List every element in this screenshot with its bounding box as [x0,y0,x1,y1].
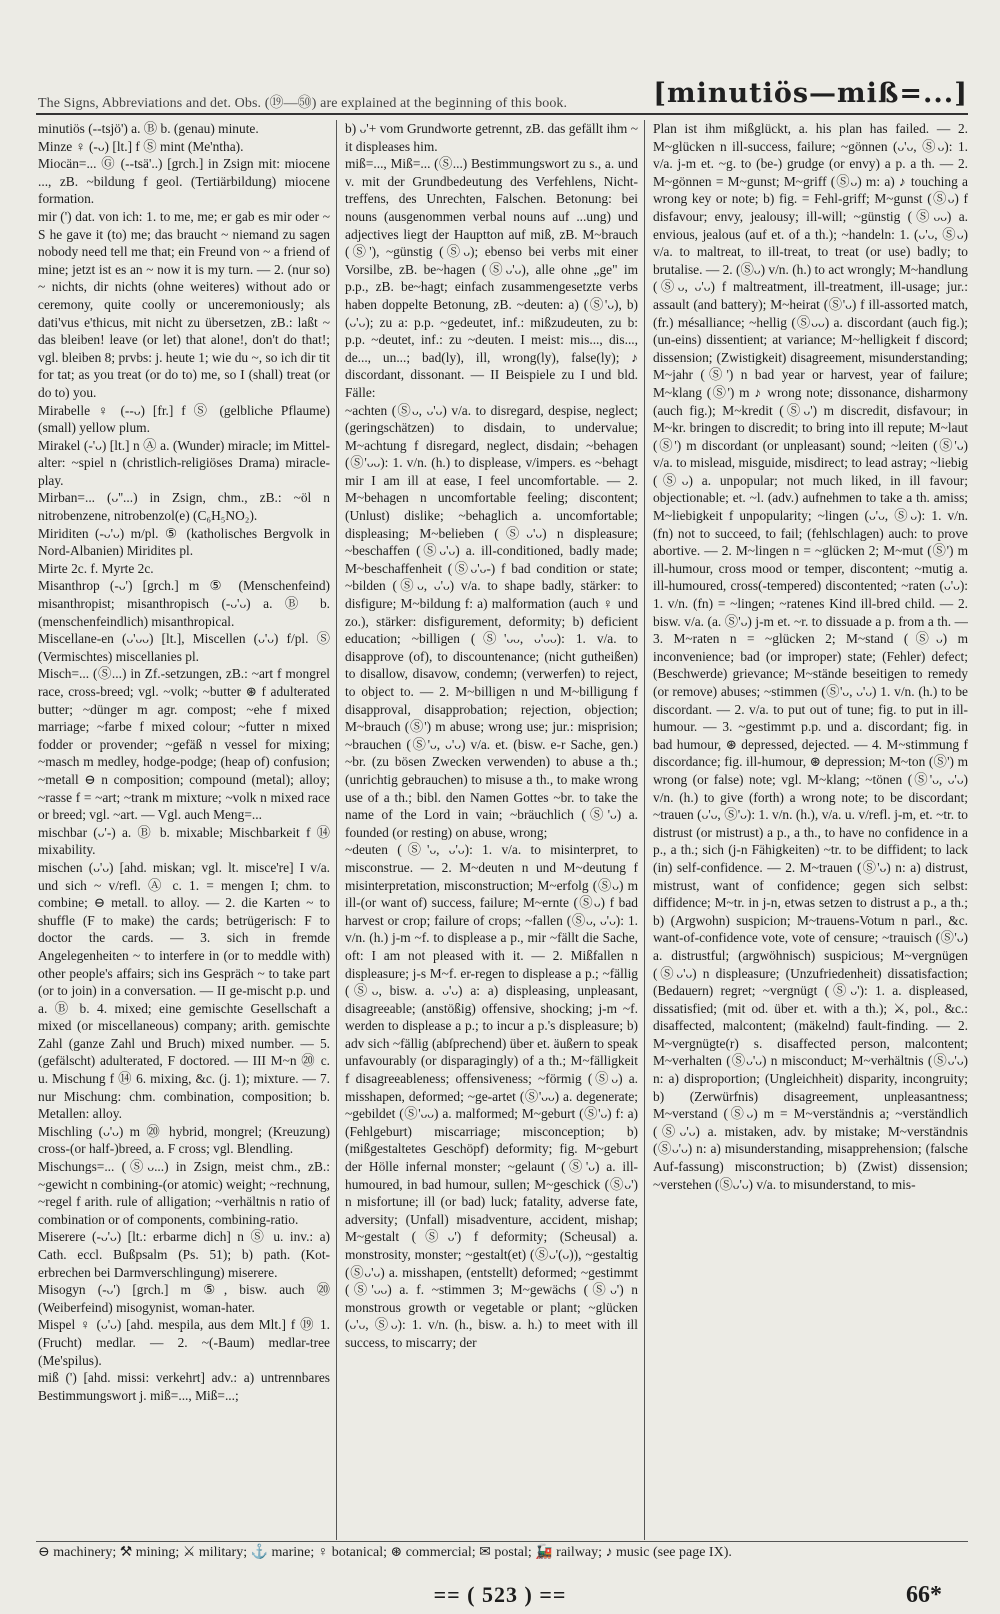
dictionary-entry: minutiös (--tsjö') a. Ⓑ b. (genau) minute. [38,121,259,136]
dictionary-entry: ~deuten (Ⓢ'ᴗ, ᴗ'ᴗ): 1. v/a. to misinterpret, to misconstrue. — 2. M~deuten n und M~deutung f misinterpretation, misconstruction; M~erfolg (Ⓢᴗ) m ill-(or want of) success, failure; M~ernte (Ⓢᴗ) f bad harvest or crop; failure of crops; ~fallen (Ⓢᴗ, ᴗ'ᴗ): 1. v/n. (h.) j-m ~f. to displease a p., mir ~fällt die Sache, oft: I am not pleased with it. — 2. Mißfallen n displeasure; j-s M~f. er-regen to displease a p.; ~fällig (Ⓢᴗ, bisw. a. ᴗ'ᴗ) a: a) displeasing, unpleasant, disagreeable; (anstößig) offensive, shocking; j-m ~f. werden to displease a p.; to incur a p.'s displeasure; b) adv sich ~fällig (abſprechend) über et. äußern to speak unfavourably (or disparagingly) of a th.; M~fälligkeit f disagreeableness; offensiveness; ~förmig (Ⓢᴗ) a. misshapen, deformed; ~ge-artet (Ⓢ'ᴗᴗ) a. degenerate; ~gebildet (Ⓢ'ᴗᴗ) a. malformed; M~geburt (Ⓢ'ᴗ) f: a) (Fehlgeburt) miscarriage; misconception; b) (mißgestaltetes Geschöpf) deformity; fig. M~geburt der Hölle infernal monster; ~gelaunt (Ⓢ'ᴗ) a. ill-humoured, in bad humour, sullen; M~geschick (Ⓢᴗ') n misfortune; ill (or bad) luck; fatality, adverse fate, adversity; (Unfall) misadventure, accident, mishap; M~gestalt (Ⓢᴗ') f deformity; (Scheusal) a. monstrosity, monster; ~gestalt(et) (Ⓢᴗ'(ᴗ)), ~gestaltig (Ⓢᴗ'ᴗ) a. misshapen, (entstellt) deformed; ~gestimmt (Ⓢ'ᴗᴗ) a. f. ~stimmen 3; M~gewächs (Ⓢᴗ') n monstrous growth or vegetable or plant; ~glücken (ᴗ'ᴗ, Ⓢᴗ): 1. v/n. (h., bisw. a. h.) to meet with ill success, to miscarry; der [345,842,638,1350]
dictionary-entry: Miserere (-ᴗ'ᴗ) [lt.: erbarme dich] n Ⓢ u. inv.: a) Cath. eccl. Bußpsalm (Ps. 51); b) path. (Kot-erbrechen bei Darmverschlingung) miserere. [38,1229,330,1280]
page-footer [0,1582,1000,1610]
header-note: The Signs, Abbreviations and det. Obs. (⑲—㊿) are explained at the beginning of this book. [38,96,568,111]
dictionary-entry: Misch=... (Ⓢ...) in Zf.-setzungen, zB.: ~art f mongrel race, cross-breed; vgl. ~volk; ~butter ⊛ f adulterated butter; ~dünger m agr. compost; ~ehe f mixed marriage; ~farbe f mixed colour; ~futter n mixed fodder or provender; ~gefäß n vessel for mixing; ~masch m medley, hodge-podge; (heap of) confusion; ~metall ⊖ n composition; compound (metal); alloy; ~rasse f = ~art; ~trank m mixture; ~volk n mixed race or breed; vgl. ~art. — Vgl. auch Meng=... [38,666,330,823]
dictionary-entry: mischen (ᴗ'ᴗ) [ahd. miskan; vgl. lt. misce're] I v/a. und sich ~ v/refl. Ⓐ c. 1. = mengen I; chm. to combine; ⊖ metall. to alloy. — 2. die Karten ~ to shuffle (F to make) the cards; betrügerisch: F to doctor the cards. — 3. sich in fremde Angelegenheiten ~ to interfere in (or to meddle with) other people's affairs; sich ins Gespräch ~ to take part (or to join) in a conversation. — II ge-mischt p.p. und a. Ⓑ b. 4. mixed; eine gemischte Gesellschaft a mixed (or miscellaneous) company; arith. gemischte Zahl (ganze Zahl und Bruch) mixed number. — 5. (gefälscht) adulterated, F doctored. — III M~n ⑳ c. u. Mischung f ⑭ 6. mixing, &c. (j. 1); mixture. — 7. nur Mischung: chm. combination, composition; b. Metallen: alloy. [38,859,330,1122]
dictionary-entry: miß (') [ahd. missi: verkehrt] adv.: a) untrennbares Bestimmungswort j. miß=..., Miß=...; [38,1370,330,1403]
dictionary-entry: Mischling (ᴗ'ᴗ) m ⑳ hybrid, mongrel; (Kreuzung) cross-(or half-)breed, a. F cross; vgl. Blendling. [38,1123,330,1157]
column-2 [336,120,644,1540]
legend-rule [36,1541,968,1542]
dictionary-entry: Miscellane-en (ᴗ'ᴗᴗ) [lt.], Miscellen (ᴗ'ᴗ) f/pl. Ⓢ (Vermischtes) miscellanies pl. [38,631,330,664]
column-1 [38,120,336,1540]
dictionary-entry: Miocän=... Ⓖ (--tsä'..) [grch.] in Zsign mit: miocene ..., zB. ~bildung f geol. (Tertiärbildung) miocene formation. [38,156,330,207]
header-range: [minutiös—miß=...] [653,78,968,109]
dictionary-entry: Minze ♀ (-ᴗ) [lt.] f Ⓢ mint (Me'ntha). [38,138,244,154]
dictionary-entry: Plan ist ihm mißglückt, a. his plan has failed. — 2. M~glücken n ill-success, failure; ~gönnen (ᴗ'ᴗ, Ⓢᴗ): 1. v/a. j-m et. ~g. to (be-) grudge (or envy) a p. a th. — 2. M~gönnen = M~gunst; M~griff (Ⓢᴗ) m: a) ♪ touching a wrong key or note; b) fig. = Fehl-griff; M~gunst (Ⓢᴗ) f disfavour; envy, jealousy; ill-will; ~günstig (Ⓢᴗᴗ) a. envious, jealous (auf et. of a th.); ~handeln: 1. (ᴗ'ᴗ, Ⓢᴗ) v/a. to maltreat, to ill-treat, to treat (or use) badly; to brutalise. — 2. (Ⓢᴗ) v/n. (h.) to act wrongly; M~handlung (Ⓢᴗ, ᴗ'ᴗ) f maltreatment, ill-treatment, ill-usage; jur.: assault (and battery); M~heirat (Ⓢ'ᴗ) f ill-assorted match, (fr.) mésalliance; ~hellig (Ⓢᴗᴗ) a. discordant (auch fig.); (un-eins) dissentient; at variance; M~helligkeit f discord; dissension; (Zwistigkeit) disagreement, misunderstanding; M~jahr (Ⓢ') n bad year or harvest, year of failure; M~klang (Ⓢ') m ♪ wrong note; dissonance, disharmony (auch fig.); M~kredit (Ⓢᴗ') m discredit, disfavour; in M~kr. bringen to discredit; to bring into ill repute; M~laut (Ⓢ') m discordant (or unpleasant) sound; ~leiten (Ⓢ'ᴗ) v/a. to mislead, misguide, misdirect; to lead astray; ~liebig (Ⓢᴗ) a. unpopular; not much liked, in ill favour; objectionable; et. ~l. (adv.) aufnehmen to take a th. amiss; M~liebigkeit f unpopularity; ~lingen (ᴗ'ᴗ, Ⓢᴗ): 1. v/n. (fn) not to succeed, to fail; (fehlschlagen) auch: to prove abortive. — 2. M~lingen n = ~glücken 2; M~mut (Ⓢ') m ill-humour, cross mood or temper, discontent; ~mutig a. ill-humoured, cross(-tempered) discontented; ~raten (ᴗ'ᴗ): 1. v/n. (fn) = ~lingen; ~ratenes Kind ill-bred child. — 2. bisw. v/a. (a. Ⓢ'ᴗ) j-m et. ~r. to dissuade a p. from a th. — 3. M~raten n = ~glücken 2; M~stand (Ⓢᴗ) m inconvenience; bad (or improper) state; (Fehler) defect; (Beschwerde) grievance; M~stände beseitigen to remedy (or remove) abuses; ~stimmen (Ⓢ'ᴗ, ᴗ'ᴗ) 1. v/n. (h.) to be discordant. — 2. v/a. to put out of tune; fig. to put in ill-humour. — 3. ~gestimmt p.p. und a. discordant; fig. in bad humour, ⊛ depressed, dejected. — 4. M~stimmung f discordance; fig. ill-humour, ⊛ depression; M~ton (Ⓢ') m wrong (or false) note; vgl. M~klang; ~tönen (Ⓢ'ᴗ, ᴗ'ᴗ) v/n. (h.) to give (forth) a wrong note; to be discordant; ~trauen (ᴗ'ᴗ, Ⓢ'ᴗ): 1. v/n. (h.), v/a. u. v/refl. j-m, et. ~tr. to distrust (or mistrust) a p., a th., to have no confidence in a p., a th.; sich (j-n Fähigkeiten) ~tr. to be diffident; to lack (in) self-confidence. — 2. M~trauen (Ⓢ'ᴗ) n: a) distrust, mistrust, want of confidence; gegen sich selbst: diffidence; M~tr. in j-n, etwas setzen to distrust a p., a th.; b) (Argwohn) suspicion; M~trauens-Votum n parl., &c. want-of-confidence vote, vote of censure; ~trauisch (Ⓢ'ᴗ) a. distrustful; (argwöhnisch) suspicious; M~vergnügen (Ⓢᴗ'ᴗ) n displeasure; (Unzufriedenheit) dissatisfaction; (Bedauern) regret; ~vergnügt (Ⓢᴗ'): 1. a. displeased, dissatisfied; (mit od. über et. with a th.); ⚔, pol., &c.: disaffected, malcontent; (mäkelnd) fault-finding. — 2. M~vergnügte(r) s. disaffected person, malcontent; M~verhalten (Ⓢᴗ'ᴗ) n misconduct; M~verhältnis (Ⓢᴗ'ᴗ) n: a) disproportion; (Ungleichheit) disparity, incongruity; b) (Zerwürfnis) disagreement, unpleasantness; M~verstand (Ⓢᴗ) m = M~verständnis a; ~verständlich (Ⓢᴗ'ᴗ) a. mistaken, adv. by mistake; M~verständnis (Ⓢᴗ'ᴗ) n: a) misunderstanding, misapprehension; (falsche Auf-fassung) misconstruction; b) (Zwist) dissension; ~verstehen (Ⓢᴗ'ᴗ) v/a. to misunderstand, to mis- [653,121,968,1192]
symbol-legend: ⊖ machinery; ⚒ mining; ⚔ military; ⚓ marine; ♀ botanical; ⊛ commercial; ✉ postal; 🚂 railway; ♪ music (see page IX). [38,1545,732,1560]
dictionary-entry: mir (') dat. von ich: 1. to me, me; er gab es mir oder ~ S he gave it (to) me; das braucht ~ niemand zu sagen nobody need tell me that; ein Freund von ~ a friend of mine; jetzt ist es an ~ now it is my turn. — 2. (nur so) ~ nichts, dir nichts (ohne weiteres) without ado or ceremony, quite coolly or unceremoniously; als dati'vus e'thicus, mit nicht zu übersetzen, zB.: laßt ~ das bleiben! leave (or let) that alone!, don't do that!; vgl. bleiben 8; prvbs: j. heute 1; wie du ~, so ich dir tit for tat; as you treat (or do to) me, so I (shall) treat (or do to) you. [38,208,330,400]
dictionary-entry: b) ᴗ'+ vom Grundworte getrennt, zB. das gefällt ihm ~ it displeases him. [345,121,638,154]
dictionary-entry: Miriditen (-ᴗ'ᴗ) m/pl. ⑤ (katholisches Bergvolk in Nord-Albanien) Miridites pl. [38,525,330,559]
dictionary-entry: Mirabelle ♀ (--ᴗ) [fr.] f Ⓢ (gelbliche Pflaume) (small) yellow plum. [38,402,330,436]
dictionary-entry: Mischungs=... (Ⓢᴗ...) in Zsign, meist chm., zB.: ~gewicht n combining-(or atomic) weight; ~rechnung, ~regel f arith. rule of alligation; ~verhältnis n ratio of combination or of components, combining-ratio. [38,1159,330,1227]
signature-mark: 66* [906,1582,942,1608]
page-header [38,78,968,112]
dictionary-entry: Mirakel (-'ᴗ) [lt.] n Ⓐ a. (Wunder) miracle; im Mittel-alter: ~spiel n (christlich-religiöses Drama) miracle-play. [38,437,330,488]
dictionary-entry: ~achten (Ⓢᴗ, ᴗ'ᴗ) v/a. to disregard, despise, neglect; (geringschätzen) to disdain, to undervalue; M~achtung f disregard, neglect, disdain; ~behagen (Ⓢ'ᴗᴗ): 1. v/n. (h.) to displease, v/impers. es ~behagt mir I am ill at ease, I feel uncomfortable. — 2. M~behagen n uncomfortable feeling; discontent; (Unlust) dislike; ~behaglich a. uncomfortable; displeasing; M~belieben (Ⓢᴗ'ᴗ) n displeasure; ~beschaffen (Ⓢᴗ'ᴗ) a. ill-conditioned, badly made; M~beschaffenheit (Ⓢᴗ'ᴗ-) f bad condition or state; ~bilden (Ⓢᴗ, ᴗ'ᴗ) v/a. to shape badly, stärker: to disfigure; M~bildung f: a) malformation (auch ♀ und zo.), stärker: disfigurement, deformity; b) deficient education; ~billigen (Ⓢ'ᴗᴗ, ᴗ'ᴗᴗ): 1. v/a. to disapprove (of), to discountenance; (nicht gutheißen) to disallow, disavow, condemn; (verwerfen) to reject, to object to. — 2. M~billigen n und M~billigung f disapproval, disapprobation; rejection, objection; M~brauch (Ⓢ') m abuse; wrong use; jur.: misprision; ~brauchen (Ⓢ'ᴗ, ᴗ'ᴗ) v/a. et. (bisw. e-r Sache, gen.) ~br. (zu bösen Zwecken verwenden) to abuse a th.; (unrichtig gebrauchen) to misuse a th., to make wrong use of a th.; bibl. den Namen Gottes ~br. to take the name of the Lord in vain; ~bräuchlich (Ⓢ'ᴗ) a. founded (or resting) on abuse, wrong; [345,402,638,840]
column-3 [644,120,968,1540]
dictionary-entry: Mispel ♀ (ᴗ'ᴗ) [ahd. mespila, aus dem Mlt.] f ⑲ 1. (Frucht) medlar. — 2. ~(-Baum) medlar-tree (Me'spilus). [38,1317,330,1368]
dictionary-entry: mischbar (ᴗ'-) a. Ⓑ b. mixable; Mischbarkeit f ⑭ mixability. [38,824,330,858]
dictionary-entry: miß=..., Miß=... (Ⓢ...) Bestimmungswort zu s., a. und v. mit der Grundbedeutung des Verfehlens, Nicht-treffens, des Unrechten, Falschen. Betonung: bei nouns (ausgenommen verbal nouns auf ...ung) und adjectives liegt der Hauptton auf miß, zB. M~brauch (Ⓢ'), ~günstig (Ⓢᴗ); ebenso bei verbs mit einer Vorsilbe, zB. be~hagen (Ⓢᴗ'ᴗ), alle ohne „ge" im p.p., zB. be~hagt; einfach zusammengesetzte verbs haben doppelte Betonung, zB. ~deuten: a) (Ⓢ'ᴗ), b) (ᴗ'ᴗ); zu a: p.p. ~gedeutet, inf.: mißzudeuten, zu b: p.p. ~deutet, inf.: zu ~deuten. I meist: mis..., dis..., de..., un...; bad(ly), ill, wrong(ly), false(ly); ♪ discordant, dissonant. — II Beispiele zu I und bld. Fälle: [345,156,638,400]
dictionary-columns [38,120,968,1540]
dictionary-entry: Misanthrop (-ᴗ') [grch.] m ⑤ (Menschenfeind) misanthropist; misanthropisch (-ᴗ'ᴗ) a. Ⓑ b. (menschenfeindlich) misanthropical. [38,578,330,629]
header-rule [36,113,968,115]
page-number: == ( 523 ) == [433,1582,567,1607]
dictionary-entry: Mirte 2c. f. Myrte 2c. [38,560,154,576]
dictionary-entry: Misogyn (-ᴗ') [grch.] m ⑤, bisw. auch ⑳ (Weiberfeind) misogynist, woman-hater. [38,1282,330,1315]
dictionary-entry: Mirban=... (ᴗ''...) in Zsign, chm., zB.: ~öl n nitrobenzene, nitrobenzol(e) (C₆H₅NO₂). [38,490,330,524]
